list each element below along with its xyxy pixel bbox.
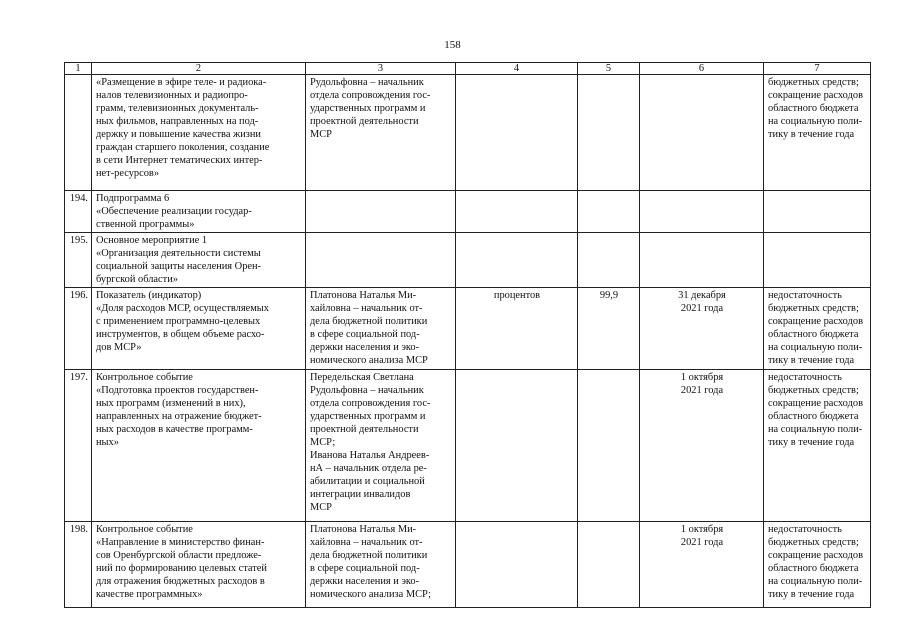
item-name-cell — [92, 522, 306, 608]
unit-cell — [456, 370, 578, 522]
item-name-line: дов МСР» — [96, 342, 142, 353]
item-name-cell — [92, 370, 306, 522]
item-name-line: нет-ресурсов» — [96, 168, 160, 179]
deadline-cell — [640, 191, 764, 233]
table-row — [65, 370, 871, 522]
item-name-line: направленных на отражение бюджет- — [96, 411, 262, 422]
risk-cell — [764, 522, 871, 608]
responsible-line: Передельская Светлана — [310, 372, 414, 383]
responsible-line: номического анализа МСР; — [310, 589, 432, 600]
deadline-line: 1 октября — [680, 524, 724, 535]
responsible-line: проектной деятельности — [310, 424, 419, 435]
item-name-cell — [92, 75, 306, 191]
item-name-line: ных расходов в качестве программ- — [96, 424, 253, 435]
item-name-line: «Размещение в эфире теле- и радиока- — [96, 77, 267, 88]
item-name-line: инструментов, в общем объеме расхо- — [96, 329, 265, 340]
value-cell: 99,9 — [578, 288, 640, 370]
item-name-line: «Доля расходов МСР, осуществляемых — [96, 303, 269, 314]
item-name-line: «Подготовка проектов государствен- — [96, 385, 259, 396]
item-name-line: ных» — [96, 437, 119, 448]
column-header-row — [65, 63, 871, 75]
value-cell — [578, 191, 640, 233]
risk-line: бюджетных средств; — [768, 385, 859, 396]
row-number-cell: 198. — [65, 522, 92, 608]
item-name-line: ний по формированию целевых статей — [96, 563, 267, 574]
table-row — [65, 75, 871, 191]
responsible-line: интеграции инвалидов — [310, 489, 411, 500]
responsible-line: хайловна – начальник от- — [310, 303, 423, 314]
responsible-line: Платонова Наталья Ми- — [310, 290, 417, 301]
risk-line: бюджетных средств; — [768, 77, 859, 88]
risk-line: недостаточность — [768, 372, 842, 383]
risk-cell — [764, 75, 871, 191]
page-number: 158 — [444, 39, 461, 51]
item-name-line: Показатель (индикатор) — [96, 290, 202, 301]
deadline-line: 2021 года — [680, 385, 724, 396]
item-name-line: ных программ (изменений в них), — [96, 398, 246, 409]
risk-line: бюджетных средств; — [768, 537, 859, 548]
unit-cell — [456, 522, 578, 608]
item-name-cell — [92, 191, 306, 233]
responsible-cell — [306, 233, 456, 288]
responsible-cell — [306, 370, 456, 522]
risk-line: на социальную поли- — [768, 342, 863, 353]
unit-cell — [456, 75, 578, 191]
row-number-cell: 195. — [65, 233, 92, 288]
row-number-cell: 194. — [65, 191, 92, 233]
responsible-line: Рудольфовна – начальник — [310, 77, 424, 88]
risk-line: на социальную поли- — [768, 576, 863, 587]
responsible-line: МСР; — [310, 437, 336, 448]
unit-cell: процентов — [456, 288, 578, 370]
risk-line: недостаточность — [768, 290, 842, 301]
responsible-line: номического анализа МСР — [310, 355, 428, 366]
column-header: 4 — [456, 63, 578, 75]
item-name-line: Контрольное событие — [96, 372, 193, 383]
responsible-line: в сфере социальной под- — [310, 329, 420, 340]
risk-line: на социальную поли- — [768, 116, 863, 127]
plan-table — [64, 62, 871, 608]
item-name-line: ственной программы» — [96, 219, 195, 230]
responsible-line: Рудольфовна – начальник — [310, 385, 424, 396]
column-header: 2 — [92, 63, 306, 75]
responsible-cell — [306, 288, 456, 370]
item-name-line: грамм, телевизионных документаль- — [96, 103, 259, 114]
risk-line: на социальную поли- — [768, 424, 863, 435]
value-cell — [578, 522, 640, 608]
item-name-line: социальной защиты населения Орен- — [96, 261, 262, 272]
responsible-line: МСР — [310, 129, 332, 140]
responsible-cell — [306, 75, 456, 191]
row-number-cell — [65, 75, 92, 191]
responsible-line: ударственных программ и — [310, 411, 426, 422]
responsible-line: отдела сопровождения гос- — [310, 90, 431, 101]
item-name-line: бургской области» — [96, 274, 178, 285]
responsible-line: в сфере социальной под- — [310, 563, 420, 574]
table-row — [65, 233, 871, 288]
table-row — [65, 522, 871, 608]
deadline-line: 2021 года — [680, 303, 724, 314]
risk-line: недостаточность — [768, 524, 842, 535]
column-header: 1 — [65, 63, 92, 75]
risk-line: бюджетных средств; — [768, 303, 859, 314]
responsible-line: Платонова Наталья Ми- — [310, 524, 417, 535]
value-cell — [578, 370, 640, 522]
unit-cell — [456, 191, 578, 233]
item-name-line: налов телевизионных и радиопро- — [96, 90, 248, 101]
risk-line: областного бюджета — [768, 411, 859, 422]
risk-line: областного бюджета — [768, 563, 859, 574]
responsible-cell — [306, 522, 456, 608]
responsible-line: держки населения и эко- — [310, 576, 420, 587]
risk-line: сокращение расходов — [768, 90, 863, 101]
table-row — [65, 288, 871, 370]
deadline-cell — [640, 288, 764, 370]
item-name-line: граждан старшего поколения, создание — [96, 142, 270, 153]
responsible-line: проектной деятельности — [310, 116, 419, 127]
item-name-line: для отражения бюджетных расходов в — [96, 576, 265, 587]
item-name-line: «Организация деятельности системы — [96, 248, 261, 259]
risk-cell — [764, 191, 871, 233]
item-name-line: «Направление в министерство финан- — [96, 537, 265, 548]
risk-line: сокращение расходов — [768, 316, 863, 327]
responsible-line: отдела сопровождения гос- — [310, 398, 431, 409]
risk-line: областного бюджета — [768, 329, 859, 340]
item-name-line: сов Оренбургской области предложе- — [96, 550, 262, 561]
risk-line: тику в течение года — [768, 437, 855, 448]
table-body — [65, 63, 871, 608]
item-name-line: держку и повышение качества жизни — [96, 129, 261, 140]
row-number-cell: 196. — [65, 288, 92, 370]
column-header: 7 — [764, 63, 871, 75]
responsible-line: держки населения и эко- — [310, 342, 420, 353]
deadline-cell — [640, 233, 764, 288]
value-cell — [578, 233, 640, 288]
column-header: 3 — [306, 63, 456, 75]
risk-line: тику в течение года — [768, 589, 855, 600]
column-header: 6 — [640, 63, 764, 75]
responsible-line: дела бюджетной политики — [310, 316, 428, 327]
value-cell — [578, 75, 640, 191]
responsible-line: ударственных программ и — [310, 103, 426, 114]
item-name-line: в сети Интернет тематических интер- — [96, 155, 263, 166]
deadline-line: 31 декабря — [678, 290, 726, 301]
item-name-cell — [92, 288, 306, 370]
deadline-cell — [640, 370, 764, 522]
risk-line: тику в течение года — [768, 129, 855, 140]
deadline-line: 2021 года — [680, 537, 724, 548]
responsible-line: нА – начальник отдела ре- — [310, 463, 427, 474]
item-name-line: «Обеспечение реализации государ- — [96, 206, 252, 217]
responsible-line: Иванова Наталья Андреев- — [310, 450, 430, 461]
item-name-line: Подпрограмма 6 — [96, 193, 170, 204]
item-name-line: качестве программных» — [96, 589, 203, 600]
risk-line: сокращение расходов — [768, 398, 863, 409]
item-name-line: Контрольное событие — [96, 524, 193, 535]
item-name-line: ных фильмов, направленных на под- — [96, 116, 259, 127]
deadline-cell — [640, 75, 764, 191]
risk-line: сокращение расходов — [768, 550, 863, 561]
responsible-line: дела бюджетной политики — [310, 550, 428, 561]
row-number-cell: 197. — [65, 370, 92, 522]
responsible-line: хайловна – начальник от- — [310, 537, 423, 548]
risk-cell — [764, 288, 871, 370]
responsible-line: абилитации и социальной — [310, 476, 425, 487]
column-header: 5 — [578, 63, 640, 75]
risk-line: областного бюджета — [768, 103, 859, 114]
table-row — [65, 191, 871, 233]
responsible-line: МСР — [310, 502, 332, 513]
item-name-line: Основное мероприятие 1 — [96, 235, 208, 246]
item-name-cell — [92, 233, 306, 288]
responsible-cell — [306, 191, 456, 233]
unit-cell — [456, 233, 578, 288]
risk-line: тику в течение года — [768, 355, 855, 366]
deadline-cell — [640, 522, 764, 608]
item-name-line: с применением программно-целевых — [96, 316, 261, 327]
risk-cell — [764, 233, 871, 288]
risk-cell — [764, 370, 871, 522]
deadline-line: 1 октября — [680, 372, 724, 383]
